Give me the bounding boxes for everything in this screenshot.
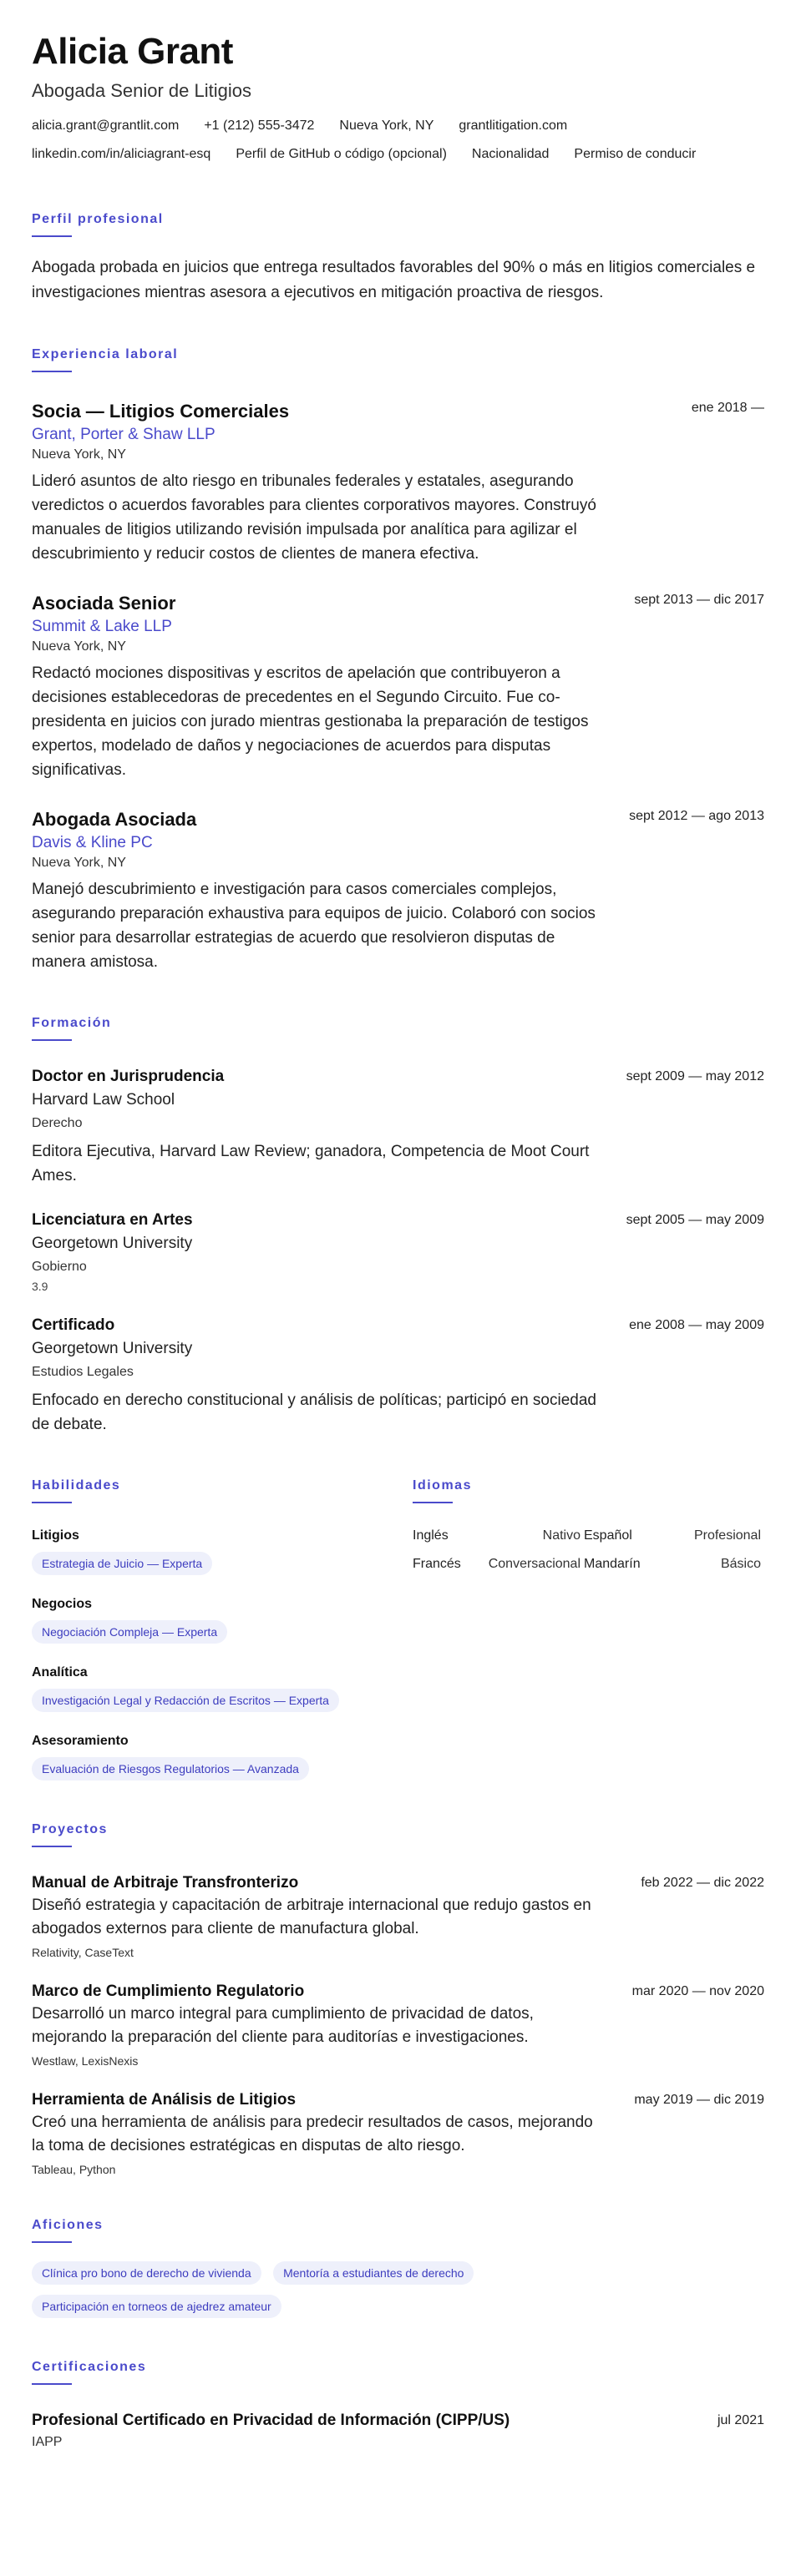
entry-description: Lideró asuntos de alto riesgo en tribunales federales y estatales, asegurando veredictos o acuerdos favorables para clientes corporativos mayores. Construyó manuales de litigios utilizando revisión impulsada por analítica para agilizar el descubrimiento y reducir costos de clientes de manera efectiva. <box>32 472 596 563</box>
entry-company: Summit & Lake LLP <box>32 618 172 635</box>
contact-website[interactable]: grantlitigation.com <box>459 119 568 133</box>
language-name: Francés <box>413 1557 461 1571</box>
entry-description: Redactó mociones dispositivas y escritos de apelación que contribuyeron a decisiones establecedoras de precedentes en el Segundo Circuito. Fue co-presidenta en juicios con jurado mientras gestionaba la preparación de testigos expertos, modelado de daños y negociaciones de acuerdos para disputas significativas. <box>32 664 589 779</box>
candidate-title: Abogada Senior de Litigios <box>32 80 251 101</box>
education-entry <box>32 1316 764 1437</box>
resume-header <box>32 30 764 175</box>
section-divider <box>32 2383 72 2385</box>
entry-dates: ene 2018 — <box>691 401 764 415</box>
skills-languages-row <box>32 1478 764 1780</box>
section-heading: Habilidades <box>32 1478 121 1493</box>
education-section <box>32 1016 764 1437</box>
experience-entry <box>32 807 764 974</box>
entry-role: Socia — Litigios Comerciales <box>32 401 290 422</box>
education-field: Estudios Legales <box>32 1365 134 1379</box>
language-level: Conversacional <box>488 1557 581 1571</box>
project-description: Creó una herramienta de análisis para predecir resultados de casos, mejorando la toma de decisiones estratégicas en disputas de alto riesgo. <box>32 2114 593 2154</box>
language-name: Mandarín <box>584 1557 641 1571</box>
entry-dates: sept 2005 — may 2009 <box>626 1213 764 1227</box>
language-level: Básico <box>720 1557 761 1571</box>
language-list <box>413 1528 764 1572</box>
entry-role: Asociada Senior <box>32 593 176 614</box>
languages-section <box>413 1478 764 1780</box>
section-heading: Aficiones <box>32 2218 104 2232</box>
entry-dates: may 2019 — dic 2019 <box>634 2093 764 2107</box>
project-entry <box>32 1874 764 1959</box>
contact-linkedin[interactable]: linkedin.com/in/aliciagrant-esq <box>32 147 211 161</box>
contact-phone[interactable]: +1 (212) 555-3472 <box>204 119 315 133</box>
education-field: Derecho <box>32 1116 83 1130</box>
language-level: Profesional <box>693 1528 761 1543</box>
section-heading: Idiomas <box>413 1478 472 1493</box>
project-description: Diseñó estrategia y capacitación de arbitraje internacional que redujo gastos en abogados externos para cliente de manufactura global. <box>32 1897 591 1937</box>
projects-section <box>32 1822 764 2176</box>
section-divider <box>32 1846 72 1847</box>
education-degree: Certificado <box>32 1316 115 1334</box>
candidate-name: Alicia Grant <box>32 31 233 72</box>
language-name: Español <box>584 1528 632 1543</box>
section-divider <box>32 2241 72 2243</box>
language-name: Inglés <box>413 1528 449 1543</box>
project-description: Desarrolló un marco integral para cumplimiento de privacidad de datos, mejorando la preparación del cliente para auditorías e investigaciones. <box>32 2005 534 2046</box>
skill-category: Negocios <box>32 1597 93 1611</box>
skills-section <box>32 1478 413 1780</box>
entry-location: Nueva York, NY <box>32 639 126 654</box>
entry-description: Manejó descubrimiento e investigación para casos comerciales complejos, asegurando preparación exhaustiva para equipos de juicio. Colaboró con socios senior para desarrollar estrategias de acuerdo que resolvieron disputas de manera amistosa. <box>32 881 596 971</box>
contact-list <box>32 119 764 175</box>
certification-entry <box>32 2412 764 2450</box>
skill-category: Litigios <box>32 1528 79 1543</box>
section-divider <box>32 1039 72 1041</box>
education-degree: Licenciatura en Artes <box>32 1211 193 1229</box>
experience-entry <box>32 399 764 566</box>
contact-nationality: Nacionalidad <box>471 147 550 161</box>
education-degree: Doctor en Jurisprudencia <box>32 1068 225 1085</box>
project-entry <box>32 2091 764 2176</box>
education-description: Enfocado en derecho constitucional y análisis de políticas; participó en sociedad de debate. <box>32 1392 596 1433</box>
project-name: Herramienta de Análisis de Litigios <box>32 2091 297 2109</box>
contact-email[interactable]: alicia.grant@grantlit.com <box>32 119 180 133</box>
contact-license: Permiso de conducir <box>574 147 697 161</box>
skill-category: Asesoramiento <box>32 1734 129 1748</box>
education-gpa: 3.9 <box>32 1280 48 1293</box>
skill-pill: Estrategia de Juicio — Experta <box>32 1552 212 1575</box>
experience-entry <box>32 591 764 782</box>
education-school: Georgetown University <box>32 1340 193 1357</box>
entry-company: Davis & Kline PC <box>32 834 153 851</box>
hobby-pill: Clínica pro bono de derecho de vivienda <box>32 2261 261 2285</box>
education-school: Georgetown University <box>32 1235 193 1252</box>
entry-dates: ene 2008 — may 2009 <box>629 1318 764 1332</box>
entry-location: Nueva York, NY <box>32 447 126 462</box>
section-heading: Proyectos <box>32 1822 108 1836</box>
section-divider <box>32 235 72 237</box>
project-tech: Relativity, CaseText <box>32 1946 134 1959</box>
experience-section <box>32 347 764 974</box>
certification-issuer: IAPP <box>32 2435 63 2449</box>
language-level: Nativo <box>542 1528 581 1543</box>
project-name: Manual de Arbitraje Transfronterizo <box>32 1874 299 1892</box>
skill-pill: Investigación Legal y Redacción de Escritos — Experta <box>32 1689 339 1712</box>
project-name: Marco de Cumplimiento Regulatorio <box>32 1983 305 2000</box>
section-heading: Perfil profesional <box>32 212 164 226</box>
skill-pill: Negociación Compleja — Experta <box>32 1620 227 1644</box>
education-description: Editora Ejecutiva, Harvard Law Review; ganadora, Competencia de Moot Court Ames. <box>32 1143 590 1184</box>
contact-location: Nueva York, NY <box>339 119 434 133</box>
hobby-pill: Mentoría a estudiantes de derecho <box>273 2261 474 2285</box>
entry-company: Grant, Porter & Shaw LLP <box>32 426 215 443</box>
contact-github: Perfil de GitHub o código (opcional) <box>236 147 447 161</box>
entry-role: Abogada Asociada <box>32 809 197 830</box>
section-heading: Experiencia laboral <box>32 347 179 361</box>
entry-dates: jul 2021 <box>717 2413 764 2427</box>
section-heading: Certificaciones <box>32 2360 147 2374</box>
education-entry <box>32 1068 764 1188</box>
entry-dates: sept 2013 — dic 2017 <box>634 593 764 607</box>
certification-name: Profesional Certificado en Privacidad de Información (CIPP/US) <box>32 2412 510 2429</box>
hobbies-section <box>32 2218 764 2318</box>
section-divider <box>413 1502 453 1503</box>
profile-summary: Abogada probada en juicios que entrega resultados favorables del 90% o más en litigios comerciales e investigaciones mientras asesora a ejecutivos en mitigación proactiva de riesgos. <box>32 259 756 301</box>
entry-dates: feb 2022 — dic 2022 <box>641 1876 764 1890</box>
entry-dates: mar 2020 — nov 2020 <box>631 1984 764 1998</box>
education-school: Harvard Law School <box>32 1091 175 1109</box>
entry-dates: sept 2012 — ago 2013 <box>629 809 764 823</box>
section-divider <box>32 371 72 372</box>
education-entry <box>32 1211 764 1293</box>
project-tech: Westlaw, LexisNexis <box>32 2054 139 2068</box>
education-field: Gobierno <box>32 1260 87 1274</box>
profile-section <box>32 212 764 306</box>
section-heading: Formación <box>32 1016 112 1030</box>
hobby-list <box>32 2251 764 2318</box>
skill-pill: Evaluación de Riesgos Regulatorios — Avanzada <box>32 1757 309 1780</box>
entry-location: Nueva York, NY <box>32 856 126 870</box>
hobby-pill: Participación en torneos de ajedrez amateur <box>32 2295 281 2318</box>
entry-dates: sept 2009 — may 2012 <box>626 1069 764 1083</box>
skill-category: Analítica <box>32 1665 88 1679</box>
project-entry <box>32 1983 764 2068</box>
certifications-section <box>32 2360 764 2450</box>
project-tech: Tableau, Python <box>32 2163 116 2176</box>
section-divider <box>32 1502 72 1503</box>
